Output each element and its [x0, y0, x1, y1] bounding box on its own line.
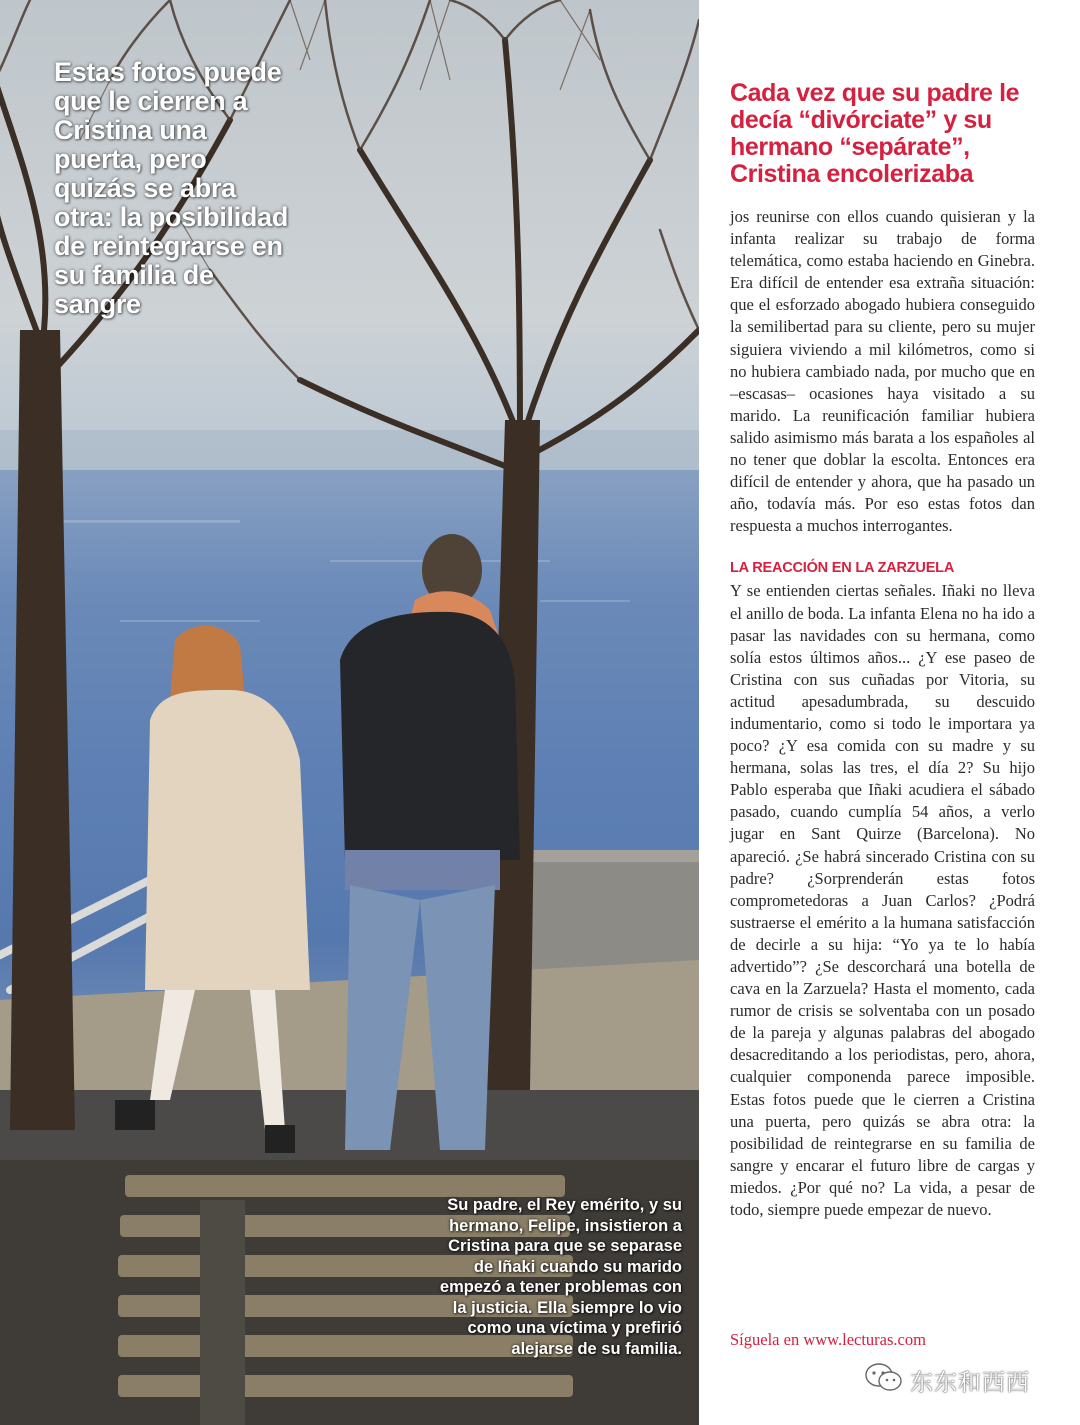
wechat-icon: [864, 1362, 904, 1399]
photo-headline: Estas fotos puede que le cierren a Cristina una puerta, pero quizás se abra otra: la posibilidad de reintegrarse en su familia de sangre: [54, 57, 289, 319]
watermark: [864, 1362, 1030, 1399]
watermark-text: 东东和西西: [910, 1370, 1030, 1396]
photo-caption: Su padre, el Rey emérito, y su hermano, Felipe, insistieron a Cristina para que se separase de Iñaki cuando su marido empezó a tener problemas con la justicia. Ella siempre lo vio como una víctima y prefirió alejarse de su familia.: [439, 1196, 682, 1358]
article-column: [730, 80, 1035, 1221]
section-subhead: LA REACCIÓN EN LA ZARZUELA: [730, 560, 955, 577]
pull-quote: Cada vez que su padre le decía “divórciate” y su hermano “sepárate”, Cristina encolerizaba: [730, 79, 1020, 188]
follow-link[interactable]: Síguela en www.lecturas.com: [730, 1330, 926, 1349]
article-paragraph: jos reunirse con ellos cuando quisieran y la infanta realizar su trabajo de forma telemática, como estaba haciendo en Ginebra. Era difícil de entender esa extraña situación: que el esforzado abogado hubiera conseguido la semilibertad para su cliente, pero su mujer siguiera viviendo a mil kilómetros, como si no hubiera cambiado nada, por mucho que en –escasas– ocasiones haya visitado a su marido. La reunificación familiar hubiera salido asimismo más barata a los españoles al no tener que doblar la escolta. Entonces era difícil de entender y ahora, que ha pasado un año, todavía más. Por eso estas fotos dan respuesta a muchos interrogantes.: [730, 207, 1035, 536]
article-paragraph: Y se entienden ciertas señales. Iñaki no lleva el anillo de boda. La infanta Elena no ha ido a pasar las navidades con su hermana, como solía estos últimos años... ¿Y ese paseo de Cristina con sus cuñadas por Vitoria, su actitud apesadumbrada, su descuido indumentario, como si todo le importara ya poco? ¿Y esa comida con su madre y su hermana, solas las tres, el día 2? Su hijo Pablo esperaba que Iñaki acudiera el sábado pasado, cuando cumplía 54 años, a verlo jugar en Sant Quirze (Barcelona). No apareció. ¿Se habrá sincerado Cristina con su padre? ¿Sorprenderán estas fotos comprometedoras a Juan Carlos? ¿Podrá sustraerse el emérito a la humana satisfacción de decirle a su hija: “Yo ya te lo había advertido”? ¿Se descorchará una botella de cava en la Zarzuela? Hasta el momento, cada rumor de crisis se solventaba con un posado de la pareja y algunas palabras del abogado desacreditando a los periodistas, pero, ahora, cualquier componenda parece imposible. Estas fotos puede que le cierren a Cristina una puerta, pero quizás se abra otra: la posibilidad de reintegrarse en su familia de sangre y encarar el futuro libre de cargas y miedos. ¿Por qué no? La vida, a pesar de todo, siempre puede empezar de nuevo.: [730, 581, 1035, 1220]
